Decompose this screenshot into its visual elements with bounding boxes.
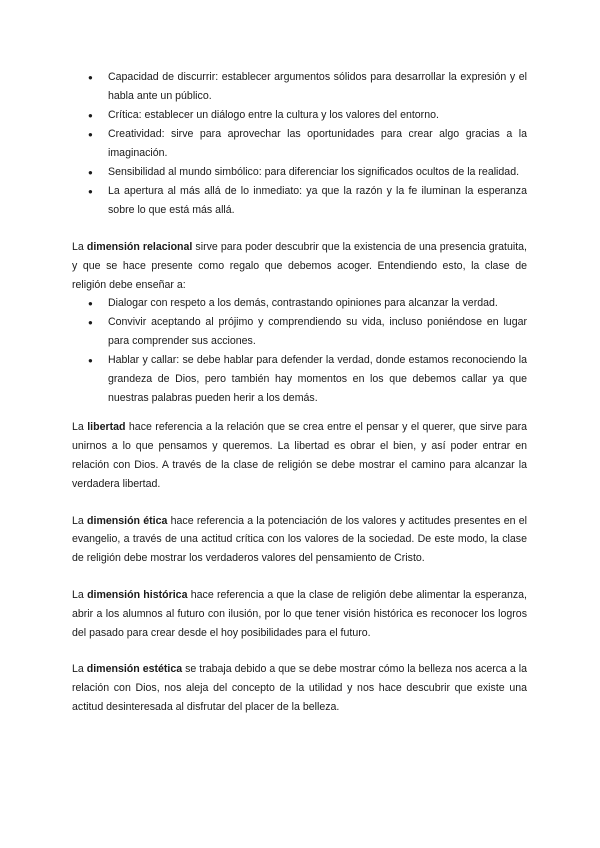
- list-item: ● La apertura al más allá de lo inmediato: ya que la razón y la fe iluminan la esperanza sobre lo que está más allá.: [72, 182, 527, 220]
- list-item: ● Dialogar con respeto a los demás, contrastando opiniones para alcanzar la verdad.: [72, 294, 527, 313]
- bullet-icon: ●: [88, 299, 93, 309]
- bullet-icon: ●: [88, 356, 93, 366]
- term-historica: dimensión histórica: [87, 588, 188, 601]
- list-item: ● Capacidad de discurrir: establecer argumentos sólidos para desarrollar la expresión y el habla ante un público.: [72, 68, 527, 106]
- paragraph-relacional: La dimensión relacional sirve para poder descubrir que la existencia de una presencia gratuita, y que se hace presente como regalo que debemos acoger. Entendiendo esto, la clase de religión debe enseñar a:: [72, 241, 527, 291]
- relacional-list: [72, 294, 527, 408]
- term-relacional: dimensión relacional: [86, 241, 193, 253]
- list-item: ● Hablar y callar: se debe hablar para defender la verdad, donde estamos reconociendo la grandeza de Dios, pero también hay momentos en los que debemos callar ya que nuestras palabras pueden herir a los demás.: [72, 351, 527, 408]
- bullet-icon: ●: [88, 168, 93, 177]
- paragraph-estetica: La dimensión estética se trabaja debido a que se debe mostrar cómo la belleza nos acerca a la relación con Dios, nos aleja del concepto de la utilidad y nos hace descubrir que existe una actitud desinteresada al disfrutar del placer de la belleza.: [72, 663, 527, 713]
- list-item: ● Crítica: establecer un diálogo entre la cultura y los valores del entorno.: [72, 106, 527, 125]
- bullet-icon: ●: [88, 130, 93, 139]
- paragraph-historica: La dimensión histórica hace referencia a que la clase de religión debe alimentar la esperanza, abrir a los alumnos al futuro con ilusión, por lo que tener visión histórica es reconocer los logros del pasado para crear desde el hoy posibilidades para el futuro.: [72, 588, 528, 639]
- list-item: ● Convivir aceptando al prójimo y comprendiendo su vida, incluso poniéndose en lugar para comprender sus acciones.: [72, 313, 527, 351]
- bullet-icon: ●: [88, 318, 93, 328]
- list-item: ● Creatividad: sirve para aprovechar las oportunidades para crear algo gracias a la imaginación.: [72, 125, 527, 163]
- bullet-icon: ●: [88, 111, 93, 120]
- capacities-list: [72, 68, 527, 220]
- paragraph-etica: La dimensión ética hace referencia a la potenciación de los valores y actitudes presentes en el evangelio, a través de una actitud crítica con los valores de la sociedad. De este modo, la clase de religión debe mostrar los verdaderos valores del pensamiento de Cristo.: [72, 514, 527, 565]
- bullet-icon: ●: [88, 187, 93, 196]
- term-libertad: libertad: [87, 421, 126, 434]
- bullet-icon: ●: [88, 73, 93, 82]
- paragraph-libertad: La libertad hace referencia a la relación que se crea entre el pensar y el querer, que sirve para unirnos a lo que pensamos y queremos. La libertad es obrar el bien, y así poder entrar en relación con Dios. A través de la clase de religión se debe mostrar el camino para alcanzar la verdadera libertad.: [72, 421, 527, 490]
- document-page: [72, 68, 527, 717]
- term-etica: dimensión ética: [87, 514, 168, 527]
- list-item: ● Sensibilidad al mundo simbólico: para diferenciar los significados ocultos de la realidad.: [72, 163, 527, 182]
- term-estetica: dimensión estética: [86, 663, 183, 676]
